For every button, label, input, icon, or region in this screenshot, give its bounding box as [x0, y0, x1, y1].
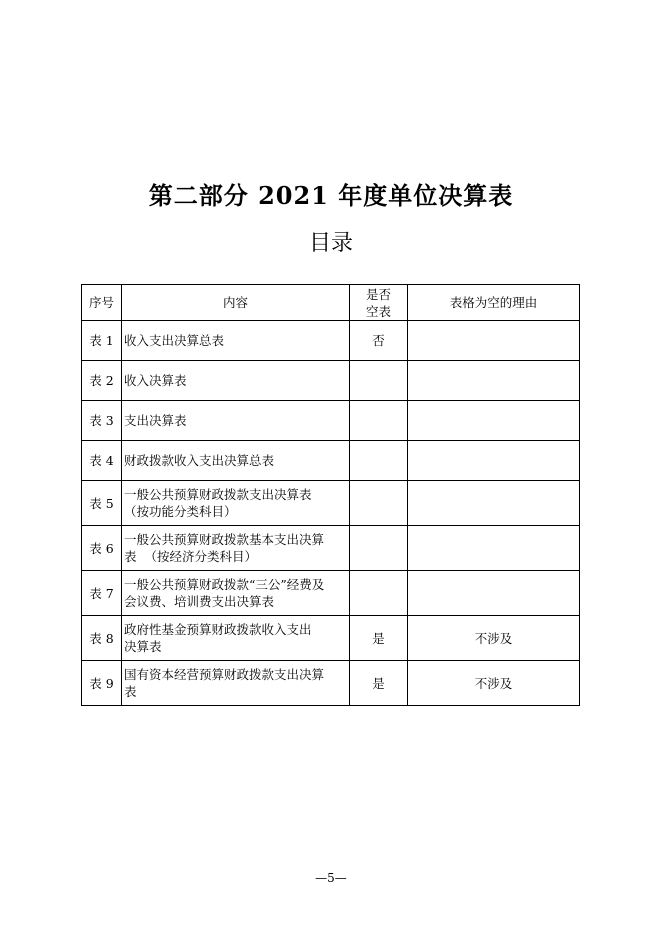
row-reason — [408, 361, 580, 401]
row-reason: 不涉及 — [408, 661, 580, 706]
table-row — [82, 401, 580, 441]
page-title: 第二部分 2021 年度单位决算表 — [148, 181, 514, 210]
table-row — [82, 571, 580, 616]
table-header-row — [82, 285, 580, 321]
row-content-line1: 一般公共预算财政拨款基本支出决算 — [124, 532, 325, 547]
row-reason — [408, 526, 580, 571]
row-reason — [408, 401, 580, 441]
row-seq: 表 1 — [82, 321, 122, 361]
page-number: —5— — [315, 871, 347, 885]
row-content-line2: （按功能分类科目） — [124, 504, 237, 519]
row-seq: 表 3 — [82, 401, 122, 441]
row-is-empty — [350, 401, 408, 441]
row-is-empty — [350, 571, 408, 616]
row-reason — [408, 321, 580, 361]
header-is-empty-line2: 空表 — [365, 303, 391, 319]
row-content: 收入支出决算总表 — [122, 321, 350, 361]
row-content-line2: 决算表 — [124, 639, 162, 654]
row-is-empty: 否 — [350, 321, 408, 361]
table-row — [82, 441, 580, 481]
row-content-line1: 一般公共预算财政拨款“三公”经费及 — [124, 577, 325, 592]
row-content-line2: 表 （按经济分类科目） — [124, 549, 257, 564]
row-reason — [408, 571, 580, 616]
row-is-empty — [350, 526, 408, 571]
header-is-empty — [350, 285, 408, 321]
table-row — [82, 616, 580, 661]
row-content-line1: 政府性基金预算财政拨款收入支出 — [124, 622, 312, 637]
row-content-line2: 表 — [124, 684, 137, 699]
row-seq: 表 6 — [82, 526, 122, 571]
row-is-empty — [350, 441, 408, 481]
row-seq: 表 5 — [82, 481, 122, 526]
row-is-empty: 是 — [350, 661, 408, 706]
table-row — [82, 481, 580, 526]
row-is-empty — [350, 361, 408, 401]
row-seq: 表 4 — [82, 441, 122, 481]
row-is-empty — [350, 481, 408, 526]
row-content — [122, 481, 350, 526]
row-content — [122, 661, 350, 706]
header-reason: 表格为空的理由 — [408, 285, 580, 321]
row-content: 支出决算表 — [122, 401, 350, 441]
catalog-table — [81, 284, 580, 706]
row-content — [122, 616, 350, 661]
header-seq: 序号 — [82, 285, 122, 321]
table-row — [82, 361, 580, 401]
row-is-empty: 是 — [350, 616, 408, 661]
row-content-line2: 会议费、培训费支出决算表 — [124, 594, 275, 609]
table-row — [82, 526, 580, 571]
row-seq: 表 9 — [82, 661, 122, 706]
row-content — [122, 526, 350, 571]
row-content-line1: 一般公共预算财政拨款支出决算表 — [124, 487, 312, 502]
table-row — [82, 661, 580, 706]
row-reason — [408, 441, 580, 481]
row-seq: 表 8 — [82, 616, 122, 661]
page-subtitle: 目录 — [308, 231, 353, 256]
row-content: 收入决算表 — [122, 361, 350, 401]
header-is-empty-line1: 是否 — [365, 286, 391, 302]
row-content-line1: 国有资本经营预算财政拨款支出决算 — [124, 667, 325, 682]
row-content: 财政拨款收入支出决算总表 — [122, 441, 350, 481]
row-seq: 表 2 — [82, 361, 122, 401]
row-content — [122, 571, 350, 616]
row-reason — [408, 481, 580, 526]
row-reason: 不涉及 — [408, 616, 580, 661]
header-content: 内容 — [122, 285, 350, 321]
row-seq: 表 7 — [82, 571, 122, 616]
table-row — [82, 321, 580, 361]
